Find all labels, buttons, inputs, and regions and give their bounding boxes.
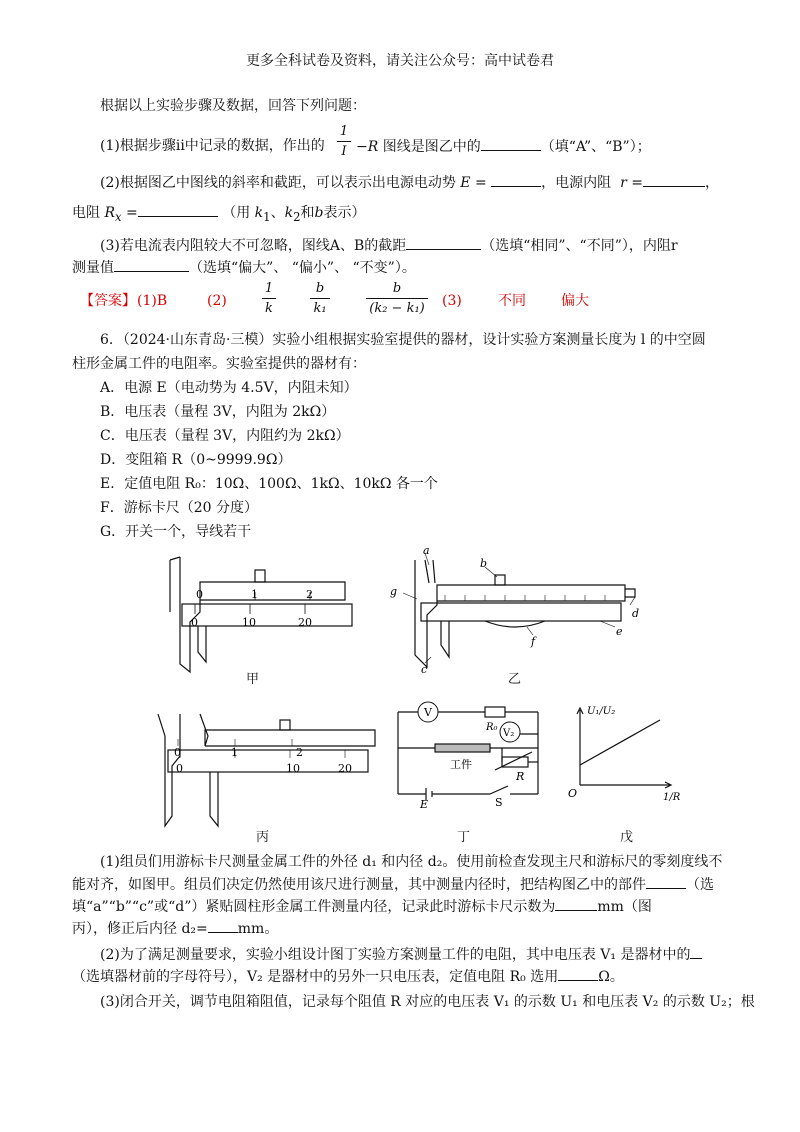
- yi-label-c: c: [421, 663, 428, 676]
- equipment-item: D．变阻箱 R（0~9999.9Ω）: [100, 452, 292, 468]
- para1-text-3a: 填“a”“b”“c”或“d”）紧贴圆柱形金属工件测量内径，记录此时游标卡尺示数为: [72, 899, 556, 915]
- para1-text-2a: 能对齐，如图甲。组员们决定仍然使用该尺进行测量，其中测量内径时，把结构图乙中的部件: [72, 877, 646, 893]
- yi-label-f: f: [531, 635, 536, 648]
- bing-vernier-0: 0: [176, 762, 183, 775]
- para1-blank-3: [208, 918, 238, 933]
- q3-blank-2: [114, 257, 189, 272]
- para1-blank-2: [555, 896, 597, 911]
- para2-blank-2: [558, 966, 598, 981]
- para1-blank-1: [646, 874, 686, 889]
- graph-y-label: U₁/U₂: [587, 706, 616, 717]
- bing-main-2: 2: [296, 746, 303, 759]
- answer-part-3: (3): [442, 293, 462, 309]
- q1-blank: [481, 136, 541, 151]
- answer-part-2: (2): [207, 293, 227, 309]
- bing-main-1: 1: [231, 746, 238, 759]
- bing-vernier-10: 10: [286, 762, 300, 775]
- para1-text-3b: mm（图: [597, 899, 652, 915]
- q2-text-a: (2)根据图乙中图线的斜率和截距，可以表示出电源电动势: [100, 175, 456, 191]
- q3-text-a: (3)若电流表内阻较大不可忽略，图线A、B的截距: [100, 238, 407, 254]
- answer-fraction-3: [366, 281, 428, 316]
- fraction-2-den: k₁: [313, 301, 327, 316]
- answer-part-1: (1)B: [137, 293, 168, 309]
- graph-origin: O: [568, 787, 578, 800]
- answer-label: 【答案】: [80, 293, 136, 309]
- q3-text-c: 测量值: [72, 260, 114, 276]
- yi-label-b: b: [480, 557, 488, 570]
- para2-blank-1: [690, 944, 702, 959]
- para2-text-2a: （选填器材前的字母符号），V₂ 是器材中的另外一只电压表，定值电阻 R₀ 选用: [72, 969, 559, 985]
- one-over-i-fraction: 1 I: [337, 124, 351, 159]
- yi-label-e: e: [616, 625, 623, 638]
- circuit-v2: V₂: [503, 728, 515, 739]
- para1-text-4b: mm。: [237, 921, 279, 937]
- circuit-s: S: [495, 796, 503, 809]
- jia-vernier-20: 20: [298, 616, 312, 629]
- q3-text-b: （选填“相同”、“不同”），内阻r: [481, 238, 678, 254]
- graph-x-label: 1/R: [663, 792, 681, 803]
- graph-u1-u2: [565, 700, 685, 810]
- yi-label-g: g: [390, 585, 398, 598]
- q2-text-c: ，: [704, 175, 719, 191]
- jia-vernier-0: 0: [191, 616, 198, 629]
- q3-text-d: （选填“偏大”、 “偏小”、 “不变”）。: [189, 260, 416, 276]
- answer-3b: 偏大: [561, 293, 589, 309]
- page-header: 更多全科试卷及资料，请关注公众号：高中试卷君: [246, 53, 554, 69]
- q6-line-1: 6．（2024·山东青岛·三模）实验小组根据实验室提供的器材，设计实验方案测量长度为 l 的中空圆: [100, 332, 706, 348]
- para2-text-1a: (2)为了满足测量要求，实验小组设计图丁实验方案测量工件的电阻，其中电压表 V₁ 是器材中的: [100, 947, 691, 963]
- bing-vernier-20: 20: [338, 762, 352, 775]
- para2-line-2: [72, 966, 624, 987]
- circuit-part: 工件: [450, 758, 472, 771]
- q2-line-2: 电阻 $R_x$ = （用 $k_1$、$k_2$和b表示）: [72, 202, 365, 227]
- q3-line-2: [72, 257, 416, 278]
- equipment-item: C．电压表（量程 3V，内阻约为 2kΩ）: [100, 428, 350, 444]
- fraction-3-den: (k₂ − k₁): [369, 301, 425, 316]
- q2-text-g: 表示）: [323, 205, 366, 221]
- fraction-1-den: k: [265, 301, 273, 316]
- caliper-figure-yi: [385, 545, 645, 675]
- yi-label-a: a: [423, 544, 430, 557]
- q1-text-b: 图线是图乙中的: [382, 139, 481, 155]
- para1-line-2: [72, 874, 714, 895]
- answer-fraction-1: [262, 281, 276, 316]
- q2-emf-blank: [491, 172, 541, 187]
- circuit-r0: R₀: [486, 722, 498, 733]
- jia-main-2: 2: [306, 588, 313, 601]
- circuit-r: R: [516, 770, 525, 783]
- fraction-2-num: b: [315, 281, 325, 296]
- q3-line: [100, 235, 678, 256]
- q1-text-a: (1)根据步骤ⅱ中记录的数据，作出的: [100, 138, 325, 154]
- q2-rx-blank: [138, 202, 218, 217]
- caliper-figure-jia: [150, 552, 360, 677]
- intro-line: 根据以上实验步骤及数据，回答下列问题：: [100, 98, 366, 114]
- q2-text-b: ，电源内阻: [541, 175, 612, 191]
- fraction-1-num: 1: [264, 281, 274, 296]
- q1-line: [100, 136, 325, 156]
- para1-line-4: [72, 918, 278, 939]
- equipment-item: B．电压表（量程 3V，内阻为 2kΩ）: [100, 404, 336, 420]
- equipment-item: G．开关一个，导线若干: [100, 524, 252, 540]
- jia-vernier-10: 10: [242, 616, 256, 629]
- circuit-diagram: [390, 700, 550, 810]
- q1-text-c: （填“A”、“B”）；: [540, 139, 651, 155]
- q6-line-2: 柱形金属工件的电阻率。实验室提供的器材有：: [72, 356, 366, 372]
- para1-text-2b: （选: [686, 877, 714, 893]
- equipment-item: E．定值电阻 R₀：10Ω、100Ω、1kΩ、10kΩ 各一个: [100, 476, 438, 492]
- para3-line-1: (3)闭合开关，调节电阻箱阻值，记录每个阻值 R 对应的电压表 V₁ 的示数 U₁ 和电压表 V₂ 的示数 U₂；根: [100, 994, 755, 1010]
- circuit-e: E: [420, 798, 429, 811]
- bing-main-0: 0: [174, 746, 181, 759]
- fraction-3-num: b: [392, 281, 402, 296]
- q2-text-d: 电阻: [72, 205, 100, 221]
- equipment-item: A．电源 E（电动势为 4.5V，内阻未知）: [100, 380, 358, 396]
- caption-wu: 戊: [620, 830, 634, 845]
- yi-label-d: d: [632, 607, 640, 620]
- jia-main-0: 0: [196, 588, 203, 601]
- para1-line-3: [72, 896, 652, 917]
- caption-yi: 乙: [508, 672, 522, 687]
- q1-line-b: −R 图线是图乙中的 （填“A”、“B”）；: [356, 136, 651, 157]
- para2-line-1: [100, 944, 702, 965]
- answer-3a: 不同: [498, 293, 526, 309]
- caption-jia: 甲: [246, 672, 260, 687]
- caliper-figure-bing: [150, 706, 380, 831]
- para2-text-2b: Ω。: [598, 969, 624, 985]
- q2-r-blank: [643, 172, 705, 187]
- caption-bing: 丙: [256, 830, 270, 845]
- jia-main-1: 1: [251, 588, 258, 601]
- para1-text-4a: 丙），修正后内径 d₂=: [72, 921, 208, 937]
- q3-blank-1: [406, 235, 481, 250]
- caption-ding: 丁: [457, 830, 471, 845]
- q2-line: (2)根据图乙中图线的斜率和截距，可以表示出电源电动势 E = ，电源内阻 r = ，: [100, 172, 719, 193]
- answer-fraction-2: [310, 281, 330, 316]
- q2-text-e: （用: [222, 205, 251, 221]
- circuit-v1: V: [424, 706, 432, 719]
- q2-text-f: 和: [300, 205, 315, 221]
- equipment-item: F．游标卡尺（20 分度）: [100, 500, 258, 516]
- para1-line-1: (1)组员们用游标卡尺测量金属工件的外径 d₁ 和内径 d₂。使用前检查发现主尺和游标尺的零刻度线不: [100, 854, 723, 870]
